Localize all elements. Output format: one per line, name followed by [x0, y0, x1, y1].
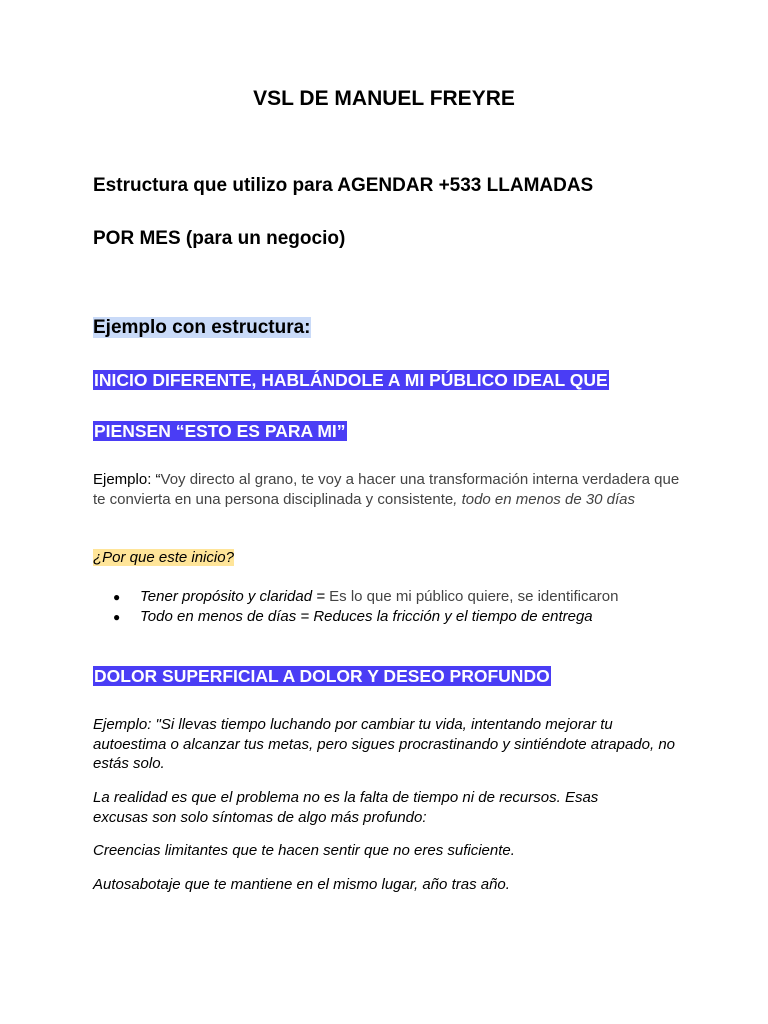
- section1-heading-line-1-text: INICIO DIFERENTE, HABLÁNDOLE A MI PÚBLICO IDEAL QUE: [94, 370, 608, 390]
- section1-example-text: Voy directo al grano, te voy a hacer una transformación interna verdadera que te convierta en una persona disciplinada y consistente: [93, 471, 680, 508]
- why-question-text: ¿Por que este inicio?: [93, 549, 234, 566]
- section2-paragraph-2: La realidad es que el problema no es la falta de tiempo ni de recursos. Esas excusas son solo síntomas de algo más profundo:: [93, 789, 599, 826]
- bullet-1-normal: Es lo que mi público quiere, se identificaron: [329, 588, 619, 605]
- subtitle-line-1: Estructura que utilizo para AGENDAR +533 LLAMADAS: [93, 175, 594, 196]
- document-title: VSL DE MANUEL FREYRE: [253, 87, 515, 110]
- bullet-icon: ●: [113, 609, 121, 624]
- section2-paragraph-1: Ejemplo: "Si llevas tiempo luchando por cambiar tu vida, intentando mejorar tu autoestima o alcanzar tus metas, pero sigues procrastinando y sintiéndote atrapado, no estás solo.: [93, 716, 676, 772]
- example-heading: [93, 317, 311, 339]
- bullet-1-italic: Tener propósito y claridad =: [140, 588, 330, 605]
- section1-bullet-list: [113, 587, 618, 626]
- section1-heading-line-1: [93, 370, 609, 391]
- example-heading-text: Ejemplo con estructura:: [93, 317, 311, 338]
- list-item: [113, 587, 618, 607]
- section2-paragraph-4: Autosabotaje que te mantiene en el mismo lugar, año tras año.: [93, 876, 510, 893]
- subtitle-line-2: POR MES (para un negocio): [93, 228, 346, 249]
- list-item: [113, 607, 618, 627]
- section1-heading-line-2-text: PIENSEN “ESTO ES PARA MI”: [94, 421, 346, 441]
- section1-example-text-italic: , todo en menos de 30 días: [453, 490, 636, 508]
- section2-heading-text: DOLOR SUPERFICIAL A DOLOR Y DESEO PROFUNDO: [94, 666, 550, 686]
- section2-heading: [93, 666, 551, 687]
- bullet-2-italic: Todo en menos de días = Reduces la fricción y el tiempo de entrega: [140, 607, 593, 625]
- section1-example-label: Ejemplo: “: [93, 471, 161, 488]
- bullet-icon: ●: [113, 590, 121, 604]
- section1-heading-line-2: [93, 421, 347, 442]
- section1-example-paragraph: [93, 470, 693, 509]
- why-question: [93, 548, 234, 568]
- section2-paragraph-3: Creencias limitantes que te hacen sentir que no eres suficiente.: [93, 842, 515, 859]
